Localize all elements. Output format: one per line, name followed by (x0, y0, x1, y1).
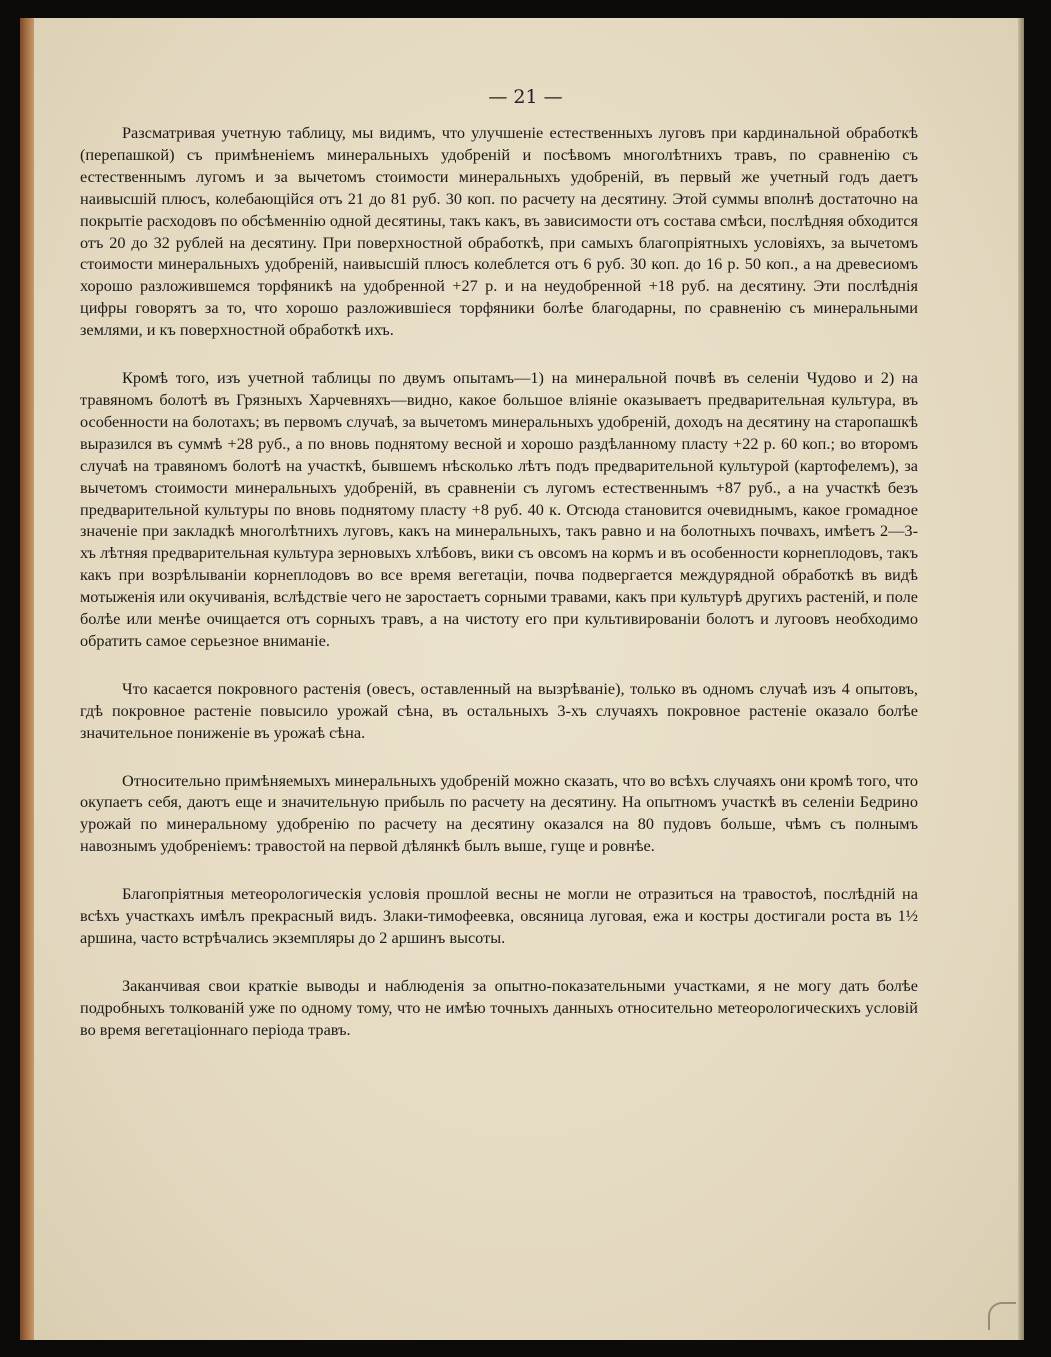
book-spine-edge (20, 18, 34, 1340)
paragraph-3: Что касается покровного растенія (овесъ, оставленный на вызрѣваніе), только въ одномъ случаѣ изъ 4 опытовъ, гдѣ покровное растеніе повысило урожай сѣна, въ остальныхъ 3-хъ случаяхъ покровное растеніе оказало болѣе значительное пониженіе въ урожаѣ сѣна. (80, 678, 918, 742)
paragraph-5: Благопріятныя метеорологическія условія прошлой весны не могли не отразиться на травостоѣ, послѣдній на всѣхъ участкахъ имѣлъ прекрасный видъ. Злаки-тимофеевка, овсяница луговая, ежа и костры достигали роста въ 1½ аршина, часто встрѣчались экземпляры до 2 аршинъ высоты. (80, 884, 918, 947)
paragraph-2: Кромѣ того, изъ учетной таблицы по двумъ опытамъ—1) на минеральной почвѣ въ селеніи Чудово и 2) на травяномъ болотѣ въ Грязныхъ Харчевняхъ—видно, какое большое вліяніе оказываетъ предварительная культура, въ особенности на болотахъ; въ первомъ случаѣ, за вычетомъ минеральныхъ удобреній, доходъ на десятину на старопашкѣ выразился въ суммѣ +28 руб., а по вновь поднятому весной и хорошо раздѣланному пласту +22 р. 60 коп.; во второмъ случаѣ на травяномъ болотѣ на участкѣ, бывшемъ нѣсколько лѣтъ подъ предварительной культурой (картофелемъ), за вычетомъ стоимости минеральныхъ удобреній, въ сравненіи съ лугомъ естественнымъ +87 руб., а на участкѣ безъ предварительной культуры по вновь поднятому пласту +8 руб. 40 к. Отсюда становится очевиднымъ, какое громадное значеніе при закладкѣ многолѣтнихъ луговъ, какъ на минеральныхъ, такъ равно и на болотныхъ почвахъ, имѣетъ 2—3-хъ лѣтняя предварительная культура зерновыхъ хлѣбовъ, вики съ овсомъ на кормъ и въ особенности корнеплодовъ, такъ какъ при возрѣлываніи корнеплодовъ во все время вегетаціи, почва подвергается междурядной обработкѣ въ видѣ мотыженія или окучиванія, вслѣдствіе чего не заростаетъ сорными травами, какъ при культурѣ другихъ растеній, и поле болѣе или менѣе очищается отъ сорныхъ травъ, а на чистоту его при культивированіи болотъ и лугоовъ необходимо обратить самое серьезное вниманіе. (80, 368, 918, 650)
page-number: — 21 — (488, 86, 563, 108)
paragraph-1: Разсматривая учетную таблицу, мы видимъ, что улучшеніе естественныхъ луговъ при кардинальной обработкѣ (перепашкой) съ примѣненіемъ минеральныхъ удобреній и посѣвомъ многолѣтнихъ травъ, по сравненію съ естественнымъ лугомъ и за вычетомъ стоимости минеральныхъ удобреній, въ первый же учетный годъ даетъ наивысшій плюсъ, колебающійся отъ 21 до 81 руб. 30 коп. по расчету на десятину. Этой суммы вполнѣ достаточно на покрытіе расходовъ по обсѣменнію одной десятины, такъ какъ, въ зависимости отъ состава смѣси, послѣдняя обходится отъ 20 до 32 рублей на десятину. При поверхностной обработкѣ, при самыхъ благопріятныхъ условіяхъ, за вычетомъ стоимости минеральныхъ удобреній, наивысшій плюсъ колеблется отъ 6 руб. 30 коп. до 16 р. 50 коп., а на древесиомъ хорошо разложившемся торфяникѣ на удобренной +27 р. и на неудобренной +18 руб. на десятину. Эти послѣднія цифры говорятъ за то, что хорошо разложившіеся торфяники болѣе благодарны, по сравненію съ минеральными землями, и къ поверхностной обработкѣ ихъ. (80, 123, 918, 340)
paragraph-6: Заканчивая свои краткіе выводы и наблюденія за опытно-показательными участками, я не могу дать болѣе подробныхъ толкованій уже по одному тому, что не имѣю точныхъ данныхъ относительно метеорологическихъ условій во время вегетаціоннаго періода травъ. (80, 975, 918, 1039)
paragraph-4: Относительно примѣняемыхъ минеральныхъ удобреній можно сказать, что во всѣхъ случаяхъ они кромѣ того, что окупаетъ себя, даютъ еще и значительную прибыль по расчету на десятину. На опытномъ участкѣ въ селеніи Бедрино урожай по минеральному удобренію по расчету на десятину оказался на 80 пудовъ больше, чѣмъ съ полнымъ навознымъ удобреніемъ: травостой на первой дѣлянкѣ былъ выше, гуще и ровнѣе. (80, 770, 918, 856)
page-right-edge (1018, 18, 1024, 1340)
page-body (80, 122, 918, 1067)
page-corner-mark (988, 1302, 1016, 1330)
